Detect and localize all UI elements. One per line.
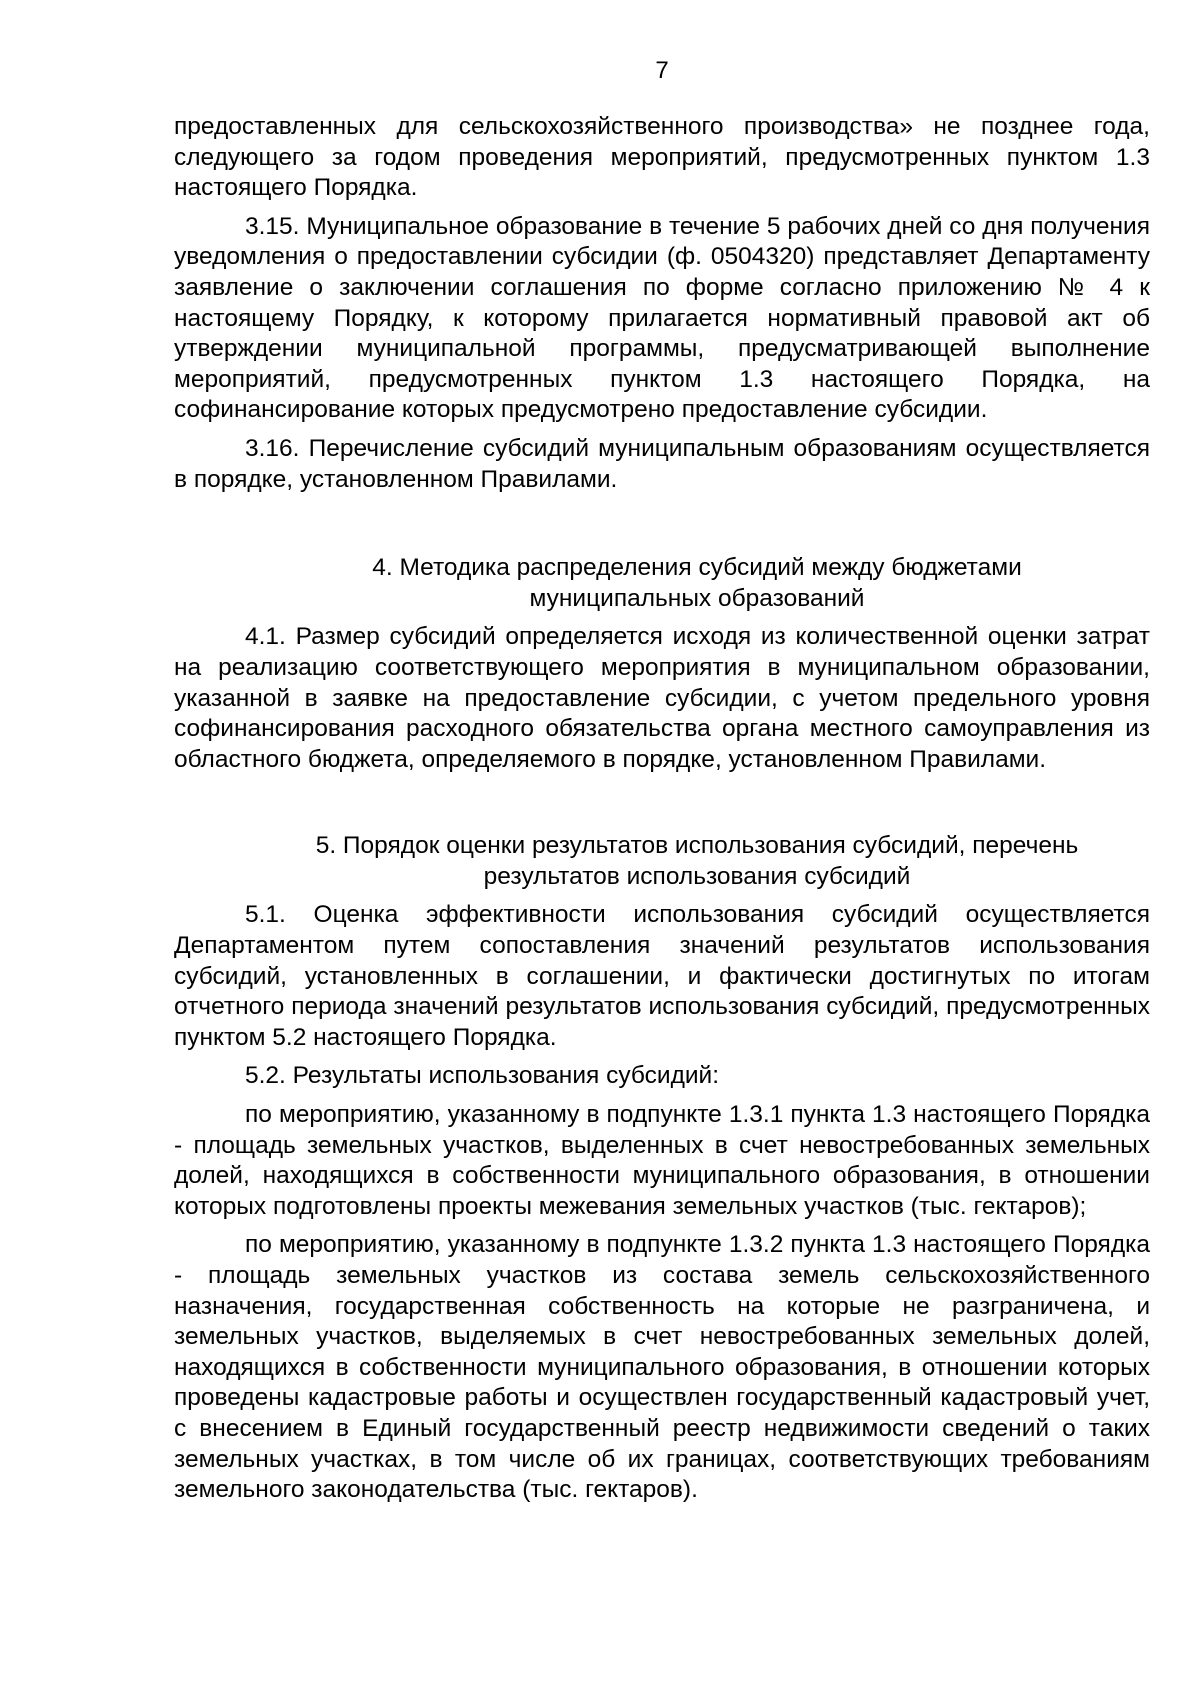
page-number: 7 <box>655 57 669 84</box>
document-body <box>174 112 1150 1506</box>
paragraph-5-2-item-2: по мероприятию, указанному в подпункте 1.3.2 пункта 1.3 настоящего Порядка - площадь земельных участков из состава земель сельскохозяйственного назначения, государственная собственность на которые не разграничена, и земельных участков, выделяемых в счет невостребованных земельных долей, находящихся в собственности муниципального образования, в отношении которых проведены кадастровые работы и осуществлен государственный кадастровый учет, с внесением в Единый государственный реестр недвижимости сведений о таких земельных участках, в том числе об их границах, соответствующих требованиям земельного законодательства (тыс. гектаров). <box>174 1231 1150 1504</box>
section-5-heading-line-1: 5. Порядок оценки результатов использования субсидий, перечень <box>315 832 1079 860</box>
paragraph-3-16: 3.16. Перечисление субсидий муниципальным образованиям осуществляется в порядке, установленном Правилами. <box>174 434 1150 493</box>
section-4-heading-line-1: 4. Методика распределения субсидий между бюджетами <box>372 554 1022 582</box>
section-4-heading <box>174 553 1150 614</box>
paragraph-5-2: 5.2. Результаты использования субсидий: <box>245 1062 720 1090</box>
paragraph-5-2-item-1: по мероприятию, указанному в подпункте 1.3.1 пункта 1.3 настоящего Порядка - площадь земельных участков, выделенных в счет невостребованных земельных долей, находящихся в собственности муниципального образования, в отношении которых подготовлены проекты межевания земельных участков (тыс. гектаров); <box>174 1101 1150 1220</box>
paragraph-3-15: 3.15. Муниципальное образование в течение 5 рабочих дней со дня получения уведомления о предоставлении субсидии (ф. 0504320) представляет Департаменту заявление о заключении соглашения по форме согласно приложению № 4 к настоящему Порядку, к которому прилагается нормативный правовой акт об утверждении муниципальной программы, предусматривающей выполнение мероприятий, предусмотренных пунктом 1.3 настоящего Порядка, на софинансирование которых предусмотрено предоставление субсидии. <box>174 212 1150 424</box>
section-4-heading-line-2: муниципальных образований <box>529 584 865 612</box>
section-5-heading-line-2: результатов использования субсидий <box>483 862 911 890</box>
paragraph-4-1: 4.1. Размер субсидий определяется исходя из количественной оценки затрат на реализацию соответствующего мероприятия в муниципальном образовании, указанной в заявке на предоставление субсидии, с учетом предельного уровня софинансирования расходного обязательства органа местного самоуправления из областного бюджета, определяемого в порядке, установленном Правилами. <box>174 623 1150 773</box>
paragraph-5-1: 5.1. Оценка эффективности использования субсидий осуществляется Департаментом путем сопоставления значений результатов использования субсидий, установленных в соглашении, и фактически достигнутых по итогам отчетного периода значений результатов использования субсидий, предусмотренных пунктом 5.2 настоящего Порядка. <box>174 901 1150 1051</box>
paragraph-intro: предоставленных для сельскохозяйственного производства» не позднее года, следующего за годом проведения мероприятий, предусмотренных пунктом 1.3 настоящего Порядка. <box>174 113 1150 202</box>
section-5-heading <box>174 831 1150 892</box>
